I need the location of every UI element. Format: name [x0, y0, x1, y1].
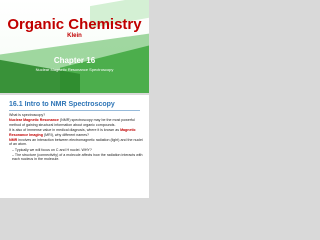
slide-subtitle: Klein: [67, 33, 82, 39]
body-subpoint: – The structure (connectivity) of a molecule affects how the radiation interacts with each nucleus in the molecule.: [12, 152, 143, 162]
body-paragraph: Nuclear Magnetic Resonance (NMR) spectroscopy may be the most powerful method of gaining structural information about organic compounds.: [9, 118, 135, 127]
body-subpoint: – Typically we will focus on C and H nuclei. WHY?: [12, 147, 92, 152]
slide-body: [9, 113, 143, 163]
body-paragraph: It is also of immense value in medical diagnosis, where it is known as Magnetic Resonance Imaging (MRI), why different names?: [9, 127, 136, 137]
body-paragraph: What is spectroscopy?: [9, 113, 46, 117]
body-paragraph: NMR involves an interaction between electromagnetic radiation (light) and the nuclei of an atom.: [9, 137, 143, 147]
chapter-label: Chapter 16: [53, 56, 96, 65]
slide-heading: 16.1 Intro to NMR Spectroscopy: [9, 101, 115, 108]
slide-title: Organic Chemistry: [7, 16, 142, 33]
title-slide: [0, 0, 149, 93]
heading-divider: [9, 110, 140, 111]
content-slide: [0, 95, 149, 198]
chapter-subtitle: Nuclear Magnetic Resonance Spectroscopy: [35, 67, 114, 72]
